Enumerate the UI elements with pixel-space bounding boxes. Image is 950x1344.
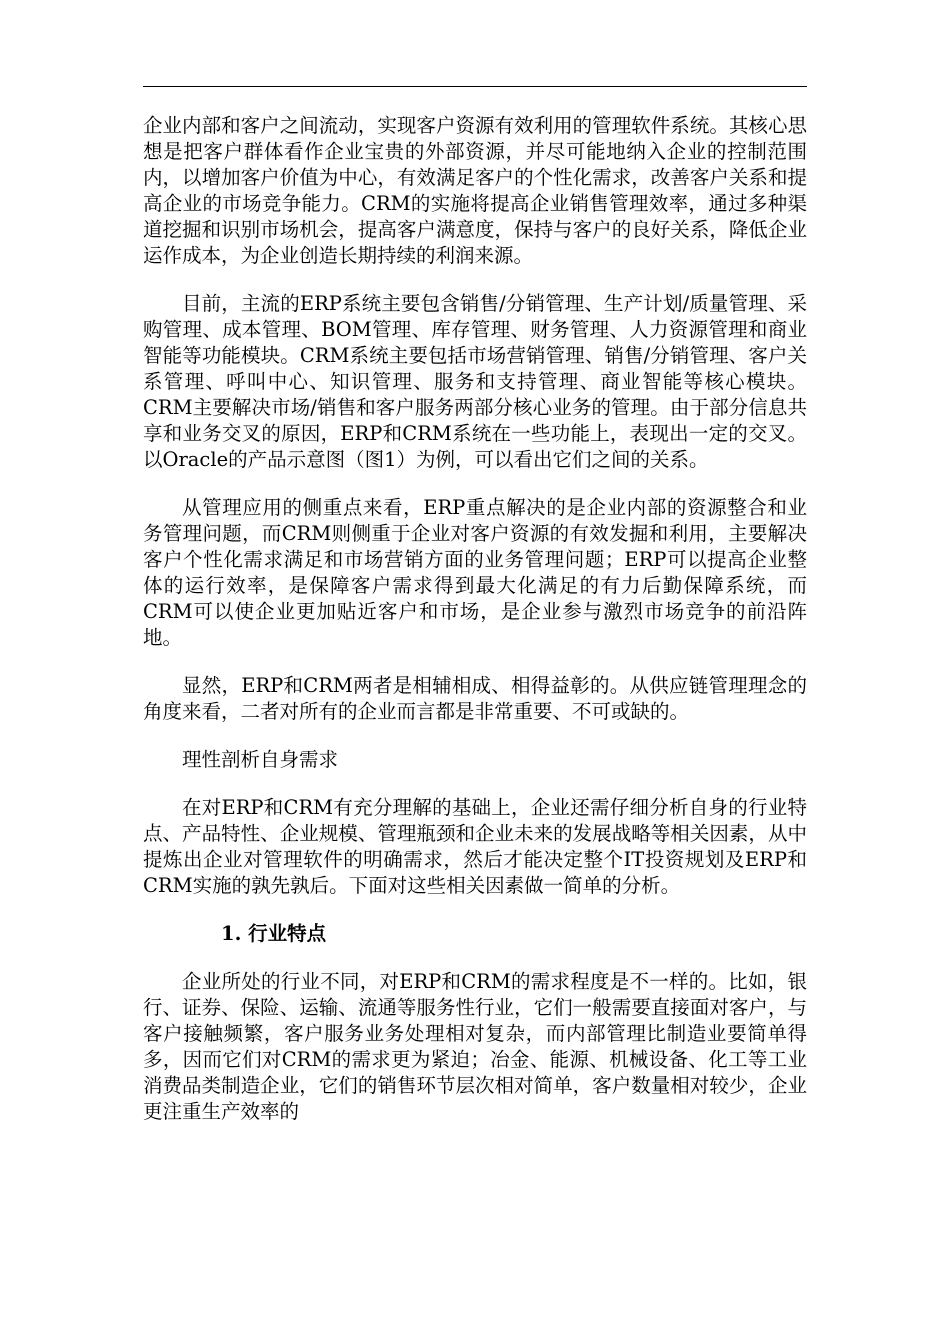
subtitle-analyze-needs: 理性剖析自身需求 <box>182 748 339 771</box>
paragraph-erp-crm-modules: 目前，主流的ERP系统主要包含销售/分销管理、生产计划/质量管理、采购管理、成本管理、BOM管理、库存管理、财务管理、人力资源管理和商业智能等功能模块。CRM系统主要包括市场营销管理、销售/分销管理、客户关系管理、呼叫中心、知识管理、服务和支持管理、商业智能等核心模块。CRM主要解决市场/销售和客户服务两部分核心业务的管理。由于部分信息共享和业务交叉的原因，ERP和CRM系统在一些功能上，表现出一定的交叉。以Oracle的产品示意图（图1）为例，可以看出它们之间的关系。 <box>143 292 807 471</box>
header-rule <box>143 86 807 87</box>
paragraph-industry-characteristics: 企业所处的行业不同，对ERP和CRM的需求程度是不一样的。比如，银行、证券、保险、运输、流通等服务性行业，它们一般需要直接面对客户，与客户接触频繁，客户服务业务处理相对复杂，而内部管理比制造业要简单得多，因而它们对CRM的需求更为紧迫；冶金、能源、机械设备、化工等工业消费品类制造企业，它们的销售环节层次相对简单，客户数量相对较少，企业更注重生产效率的 <box>143 970 807 1123</box>
paragraph-crm-definition: 企业内部和客户之间流动，实现客户资源有效利用的管理软件系统。其核心思想是把客户群体看作企业宝贵的外部资源，并尽可能地纳入企业的控制范围内，以增加客户价值为中心，有效满足客户的个性化需求，改善客户关系和提高企业的市场竞争能力。CRM的实施将提高企业销售管理效率，通过多种渠道挖掘和识别市场机会，提高客户满意度，保持与客户的良好关系，降低企业运作成本，为企业创造长期持续的利润来源。 <box>143 114 807 267</box>
paragraph-analysis-intro: 在对ERP和CRM有充分理解的基础上，企业还需仔细分析自身的行业特点、产品特性、企业规模、管理瓶颈和企业未来的发展战略等相关因素，从中提炼出企业对管理软件的明确需求，然后才能决定整个IT投资规划及ERP和CRM实施的孰先孰后。下面对这些相关因素做一简单的分析。 <box>143 796 807 897</box>
paragraph-management-focus: 从管理应用的侧重点来看，ERP重点解决的是企业内部的资源整合和业务管理问题，而CRM则侧重于企业对客户资源的有效发掘和利用，主要解决客户个性化需求满足和市场营销方面的业务管理问题；ERP可以提高企业整体的运行效率，是保障客户需求得到最大化满足的有力后勤保障系统，而CRM可以使企业更加贴近客户和市场，是企业参与激烈市场竞争的前沿阵地。 <box>143 496 807 649</box>
paragraph-complementary: 显然，ERP和CRM两者是相辅相成、相得益彰的。从供应链管理理念的角度来看，二者对所有的企业而言都是非常重要、不可或缺的。 <box>143 674 807 723</box>
document-body <box>143 113 807 1147</box>
section-heading-industry: 1. 行业特点 <box>221 922 327 945</box>
